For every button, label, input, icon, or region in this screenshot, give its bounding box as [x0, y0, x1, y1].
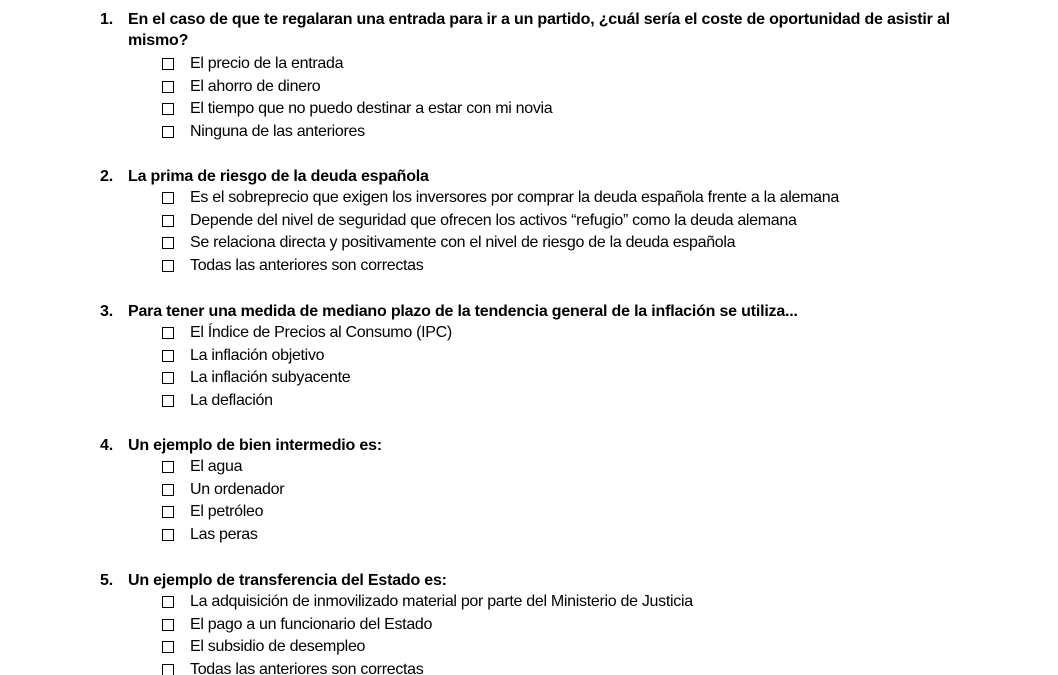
option-label: Es el sobreprecio que exigen los inversores por comprar la deuda española frente a la alemana [190, 189, 839, 207]
option-label: Todas las anteriores son correctas [190, 256, 424, 274]
question-text: Un ejemplo de transferencia del Estado es: [128, 572, 447, 589]
checkbox[interactable] [162, 215, 174, 227]
option-label: La inflación objetivo [190, 346, 325, 364]
question-4 [100, 435, 1010, 546]
option-item[interactable] [162, 255, 1010, 278]
option-item[interactable] [162, 187, 1010, 210]
option-label: La adquisición de inmovilizado material por parte del Ministerio de Justicia [190, 593, 693, 611]
option-item[interactable] [162, 390, 1010, 413]
question-number: 2. [100, 168, 113, 185]
option-label: El pago a un funcionario del Estado [190, 615, 433, 633]
checkbox[interactable] [162, 506, 174, 518]
checkbox[interactable] [162, 395, 174, 407]
checkbox[interactable] [162, 126, 174, 138]
option-label: El petróleo [190, 503, 264, 521]
checkbox[interactable] [162, 350, 174, 362]
checkbox[interactable] [162, 327, 174, 339]
question-1 [100, 9, 1010, 143]
option-label: La deflación [190, 391, 273, 409]
option-item[interactable] [162, 76, 1010, 99]
option-item[interactable] [162, 591, 1010, 614]
question-text: Un ejemplo de bien intermedio es: [128, 437, 382, 454]
question-number: 3. [100, 303, 113, 320]
option-label: Se relaciona directa y positivamente con el nivel de riesgo de la deuda española [190, 234, 736, 252]
option-item[interactable] [162, 479, 1010, 502]
option-label: El ahorro de dinero [190, 77, 321, 95]
option-item[interactable] [162, 614, 1010, 637]
question-3 [100, 301, 1010, 412]
checkbox[interactable] [162, 529, 174, 541]
question-number: 5. [100, 572, 113, 589]
option-label: Todas las anteriores son correctas [190, 660, 424, 675]
checkbox[interactable] [162, 619, 174, 631]
question-text: Para tener una medida de mediano plazo de la tendencia general de la inflación se utiliza... [128, 303, 798, 320]
option-label: El agua [190, 458, 243, 476]
checkbox[interactable] [162, 81, 174, 93]
question-5 [100, 570, 1010, 675]
checkbox[interactable] [162, 58, 174, 70]
checkbox[interactable] [162, 641, 174, 653]
checkbox[interactable] [162, 664, 174, 675]
question-number: 4. [100, 437, 113, 454]
question-number: 1. [100, 11, 113, 28]
option-label: Las peras [190, 525, 258, 543]
option-item[interactable] [162, 367, 1010, 390]
option-label: Un ordenador [190, 480, 285, 498]
option-label: El precio de la entrada [190, 55, 344, 73]
option-list [100, 591, 1010, 675]
checkbox[interactable] [162, 461, 174, 473]
option-list [100, 456, 1010, 546]
checkbox[interactable] [162, 260, 174, 272]
checkbox[interactable] [162, 596, 174, 608]
option-item[interactable] [162, 210, 1010, 233]
checkbox[interactable] [162, 372, 174, 384]
option-label: El Índice de Precios al Consumo (IPC) [190, 324, 452, 342]
option-item[interactable] [162, 322, 1010, 345]
option-label: La inflación subyacente [190, 369, 351, 387]
checkbox[interactable] [162, 192, 174, 204]
checkbox[interactable] [162, 484, 174, 496]
option-list [100, 187, 1010, 277]
option-label: El subsidio de desempleo [190, 638, 366, 656]
option-item[interactable] [162, 524, 1010, 547]
option-item[interactable] [162, 232, 1010, 255]
option-label: Depende del nivel de seguridad que ofrecen los activos “refugio” como la deuda alemana [190, 211, 797, 229]
checkbox[interactable] [162, 237, 174, 249]
option-item[interactable] [162, 456, 1010, 479]
option-label: El tiempo que no puedo destinar a estar con mi novia [190, 100, 553, 118]
option-item[interactable] [162, 501, 1010, 524]
option-label: Ninguna de las anteriores [190, 122, 365, 140]
option-item[interactable] [162, 121, 1010, 144]
checkbox[interactable] [162, 103, 174, 115]
option-item[interactable] [162, 636, 1010, 659]
question-text: En el caso de que te regalaran una entrada para ir a un partido, ¿cuál sería el coste de oportunidad de asistir al mismo? [128, 11, 950, 49]
question-text: La prima de riesgo de la deuda española [128, 168, 429, 185]
option-item[interactable] [162, 98, 1010, 121]
option-item[interactable] [162, 345, 1010, 368]
option-item[interactable] [162, 659, 1010, 675]
option-list [100, 322, 1010, 412]
option-item[interactable] [162, 53, 1010, 76]
question-2 [100, 166, 1010, 277]
option-list [100, 53, 1010, 143]
